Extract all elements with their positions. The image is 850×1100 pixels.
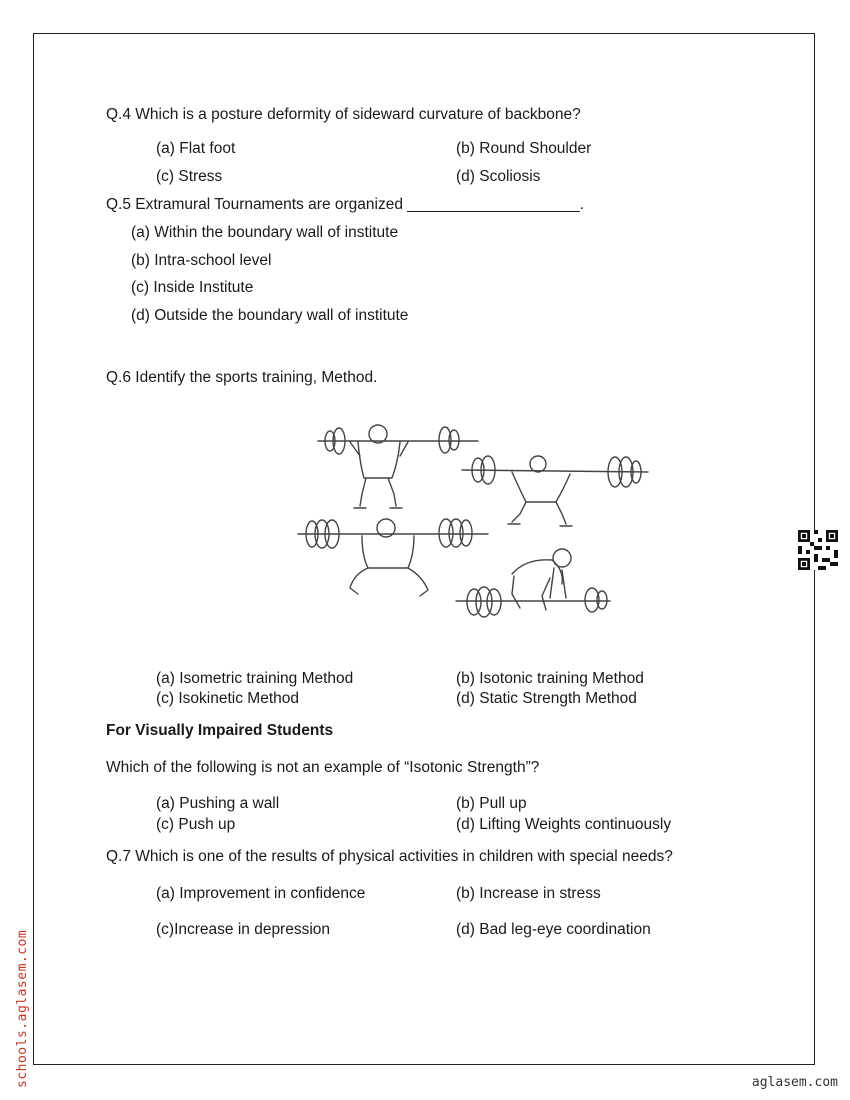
q4-option-b: (b) Round Shoulder — [456, 140, 592, 157]
q5-option-b: (b) Intra-school level — [131, 252, 272, 269]
q7-option-a: (a) Improvement in confidence — [156, 885, 366, 902]
footer-watermark[interactable]: aglasem.com — [751, 1075, 838, 1090]
vi-question: Which of the following is not an example of “Isotonic Strength”? — [106, 759, 540, 776]
q7-option-b: (b) Increase in stress — [456, 885, 601, 902]
side-watermark[interactable]: schools.aglasem.com — [15, 929, 30, 1088]
q5-option-c: (c) Inside Institute — [131, 279, 254, 296]
lifter-3 — [298, 519, 488, 596]
q7-option-d: (d) Bad leg-eye coordination — [456, 921, 651, 938]
weightlifters-illustration — [250, 398, 700, 638]
q4-option-a: (a) Flat foot — [156, 140, 236, 157]
q5-option-a: (a) Within the boundary wall of institute — [131, 224, 399, 241]
q6-option-a: (a) Isometric training Method — [156, 670, 354, 687]
lifter-1 — [318, 425, 478, 508]
q4-question: Q.4 Which is a posture deformity of sideward curvature of backbone? — [106, 106, 581, 123]
q7-option-c: (c)Increase in depression — [156, 921, 331, 938]
lifter-2 — [462, 456, 648, 526]
q5-option-d: (d) Outside the boundary wall of institute — [131, 307, 409, 324]
q6-option-d: (d) Static Strength Method — [456, 690, 637, 707]
vi-option-b: (b) Pull up — [456, 795, 527, 812]
q6-option-c: (c) Isokinetic Method — [156, 690, 299, 707]
q4-option-d: (d) Scoliosis — [456, 168, 541, 185]
q6-question: Q.6 Identify the sports training, Method. — [106, 369, 378, 386]
vi-option-c: (c) Push up — [156, 816, 236, 833]
vi-option-a: (a) Pushing a wall — [156, 795, 280, 812]
q6-option-b: (b) Isotonic training Method — [456, 670, 644, 687]
vi-heading: For Visually Impaired Students — [106, 722, 334, 739]
q7-question: Q.7 Which is one of the results of physical activities in children with special needs? — [106, 848, 673, 865]
qr-code-icon[interactable] — [798, 530, 838, 570]
vi-option-d: (d) Lifting Weights continuously — [456, 816, 672, 833]
q4-option-c: (c) Stress — [156, 168, 223, 185]
q5-question: Q.5 Extramural Tournaments are organized ____________________. — [106, 196, 584, 213]
lifter-4 — [456, 549, 610, 617]
